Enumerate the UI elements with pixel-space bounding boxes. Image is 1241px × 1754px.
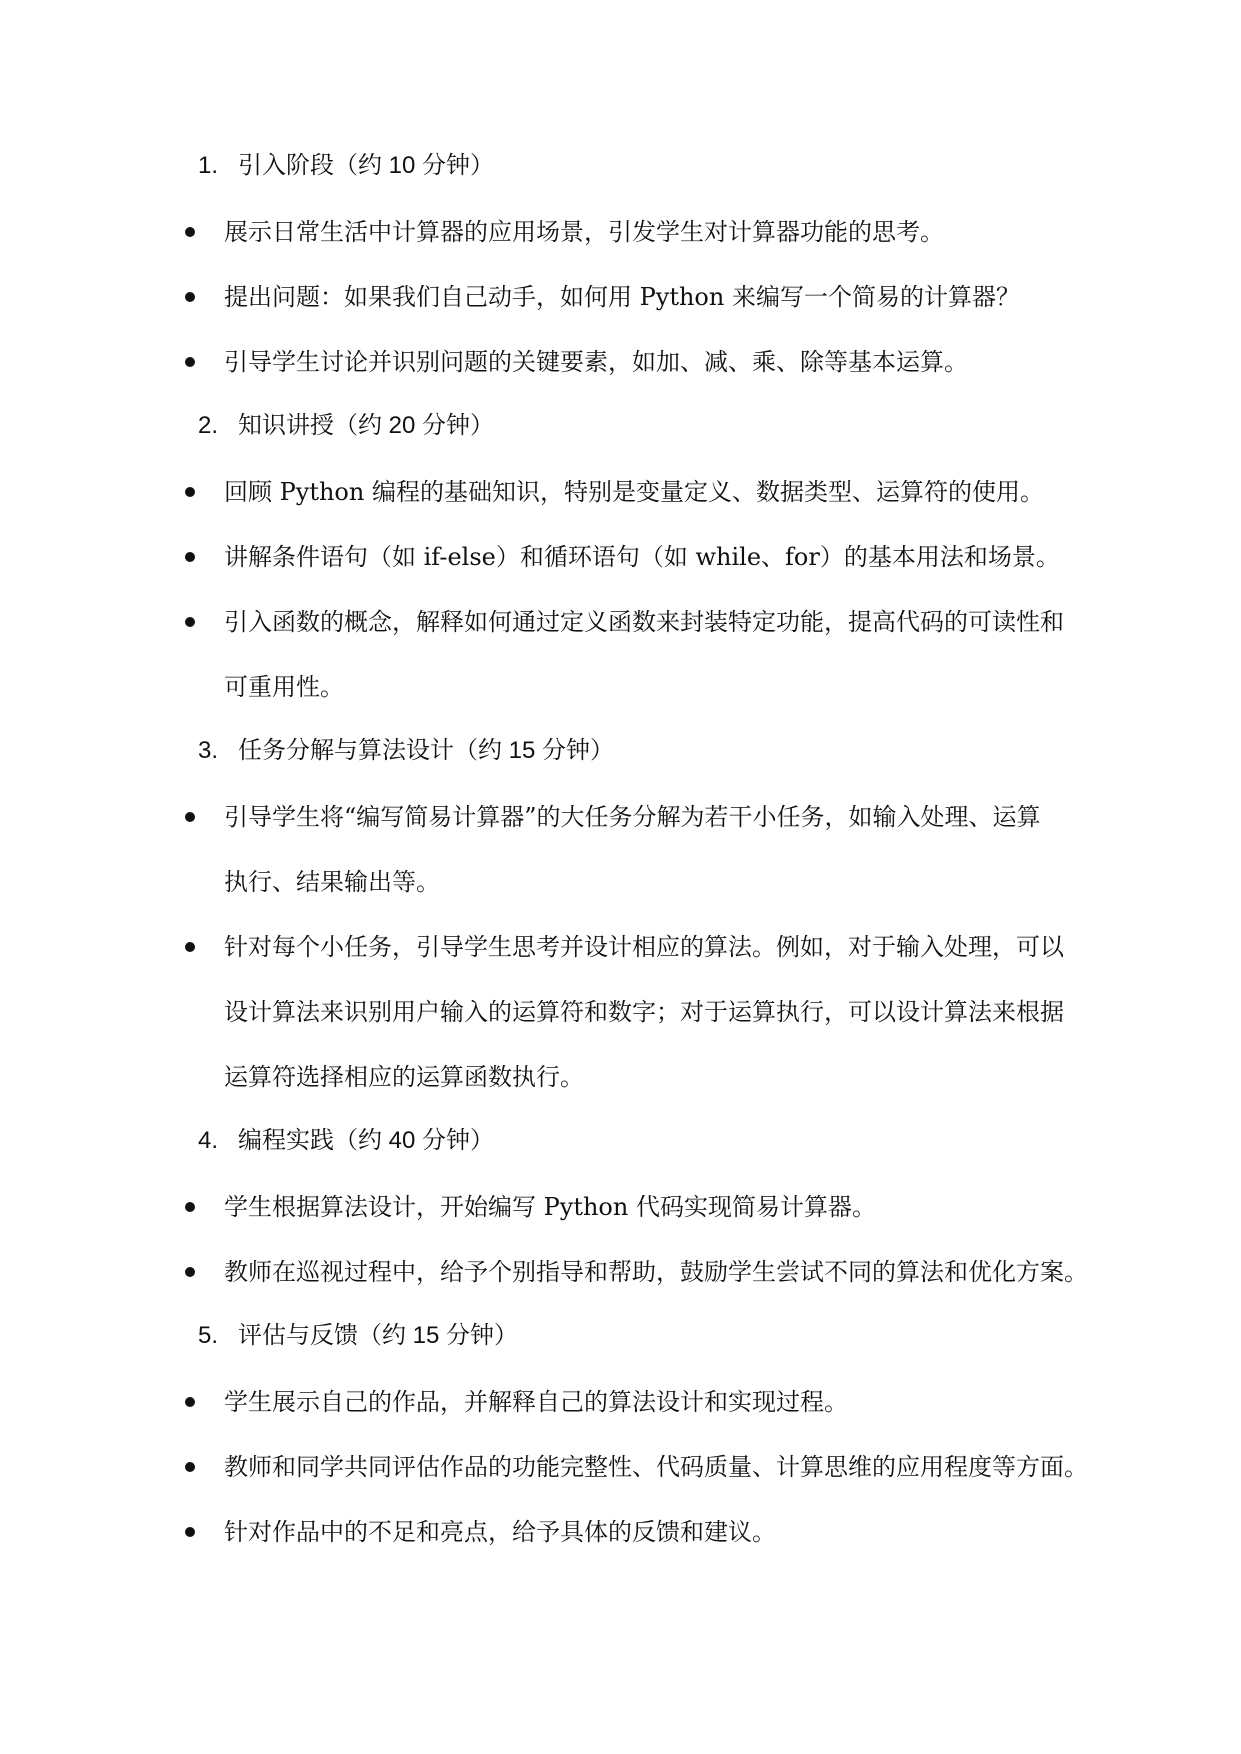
bullet-icon — [185, 1267, 195, 1277]
list-item-line: 展示日常生活中计算器的应用场景，引发学生对计算器功能的思考。 — [224, 218, 944, 246]
list-item — [224, 915, 1094, 1110]
list-item — [224, 200, 1094, 265]
list-item-line: 可重用性。 — [224, 673, 344, 701]
list-item-line: 回顾 Python 编程的基础知识，特别是变量定义、数据类型、运算符的使用。 — [224, 478, 1044, 506]
bullet-icon — [185, 1527, 195, 1537]
section-number: 4. — [198, 1127, 219, 1154]
section-heading — [198, 735, 614, 767]
bullet-icon — [185, 1397, 195, 1407]
section-number: 2. — [198, 412, 219, 439]
list-item — [224, 590, 1094, 720]
list-item-line: 学生展示自己的作品，并解释自己的算法设计和实现过程。 — [224, 1388, 848, 1416]
list-item-line: 运算符选择相应的运算函数执行。 — [224, 1063, 584, 1091]
section-heading — [198, 150, 494, 182]
section-title: 评估与反馈（约 15 分钟） — [238, 1322, 519, 1349]
list-item-line: 引入函数的概念，解释如何通过定义函数来封装特定功能，提高代码的可读性和 — [224, 608, 1064, 636]
list-item — [224, 460, 1094, 525]
list-item — [224, 265, 1094, 330]
bullet-icon — [185, 617, 195, 627]
bullet-icon — [185, 552, 195, 562]
bullet-icon — [185, 1462, 195, 1472]
list-item-line: 提出问题：如果我们自己动手，如何用 Python 来编写一个简易的计算器？ — [224, 283, 1020, 311]
section-title: 引入阶段（约 10 分钟） — [238, 152, 495, 179]
bullet-icon — [185, 812, 195, 822]
list-item-line: 设计算法来识别用户输入的运算符和数字；对于运算执行，可以设计算法来根据 — [224, 998, 1064, 1026]
list-item — [224, 1500, 1094, 1565]
bullet-icon — [185, 227, 195, 237]
list-item — [224, 1175, 1094, 1240]
section-number: 5. — [198, 1322, 219, 1349]
list-item-line: 执行、结果输出等。 — [224, 868, 440, 896]
section-title: 编程实践（约 40 分钟） — [238, 1127, 495, 1154]
list-item — [224, 785, 1094, 915]
list-item-line: 引导学生将“编写简易计算器”的大任务分解为若干小任务，如输入处理、运算 — [224, 803, 1041, 831]
bullet-icon — [185, 942, 195, 952]
list-item-line: 针对每个小任务，引导学生思考并设计相应的算法。例如，对于输入处理，可以 — [224, 933, 1064, 961]
list-item-line: 学生根据算法设计，开始编写 Python 代码实现简易计算器。 — [224, 1193, 876, 1221]
section-heading — [198, 410, 494, 442]
list-item — [224, 525, 1094, 590]
section-number: 3. — [198, 737, 219, 764]
list-item-line: 讲解条件语句（如 if-else）和循环语句（如 while、for）的基本用法和场景。 — [224, 543, 1060, 571]
section-title: 任务分解与算法设计（约 15 分钟） — [238, 737, 615, 764]
bullet-icon — [185, 1202, 195, 1212]
list-item-line: 教师在巡视过程中，给予个别指导和帮助，鼓励学生尝试不同的算法和优化方案。 — [224, 1258, 1088, 1286]
section-heading — [198, 1125, 494, 1157]
section-number: 1. — [198, 152, 219, 179]
list-item — [224, 330, 1094, 395]
list-item-line: 教师和同学共同评估作品的功能完整性、代码质量、计算思维的应用程度等方面。 — [224, 1453, 1088, 1481]
list-item — [224, 1435, 1094, 1500]
list-item — [224, 1240, 1094, 1305]
bullet-icon — [185, 487, 195, 497]
list-item-line: 针对作品中的不足和亮点，给予具体的反馈和建议。 — [224, 1518, 776, 1546]
section-heading — [198, 1320, 518, 1352]
bullet-icon — [185, 357, 195, 367]
section-title: 知识讲授（约 20 分钟） — [238, 412, 495, 439]
bullet-icon — [185, 292, 195, 302]
list-item — [224, 1370, 1094, 1435]
list-item-line: 引导学生讨论并识别问题的关键要素，如加、减、乘、除等基本运算。 — [224, 348, 968, 376]
